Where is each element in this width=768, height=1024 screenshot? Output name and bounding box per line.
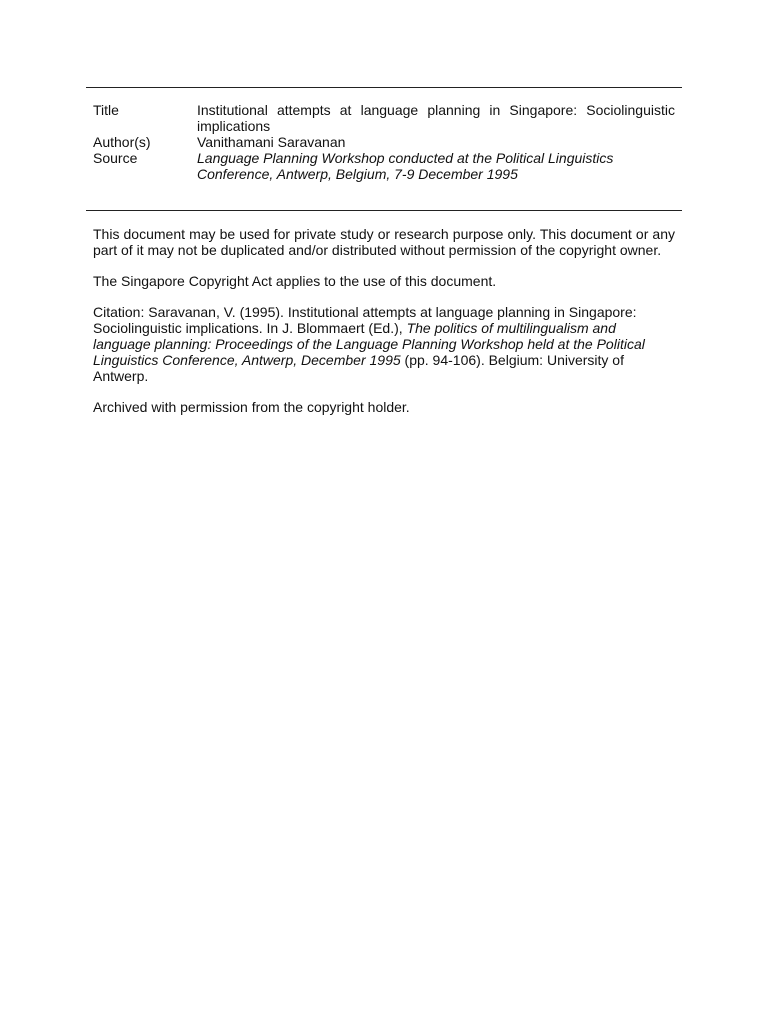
citation-suffix: (pp. 94-106). Belgium: University of Antwerp. (93, 352, 624, 384)
archive-note: Archived with permission from the copyright holder. (93, 399, 410, 415)
citation-italic-title: The politics of multilingualism and language planning: Proceedings of the Language Planning Workshop held at the Political Linguistics Conference, Antwerp, December 1995 (93, 320, 645, 368)
source-value: Language Planning Workshop conducted at the Political Linguistics Conference, Antwerp, Belgium, 7-9 December 1995 (197, 150, 614, 182)
citation (93, 304, 675, 384)
top-divider (86, 87, 682, 88)
authors-value: Vanithamani Saravanan (197, 134, 346, 150)
title-row (93, 102, 675, 134)
metadata-block (93, 102, 675, 182)
bottom-divider (86, 210, 682, 211)
authors-row (93, 134, 675, 150)
source-label: Source (93, 150, 138, 166)
citation-prefix: Citation: Saravanan, V. (1995). Institutional attempts at language planning in Singapore: Sociolinguistic implications. In J. Blommaert (Ed.), (93, 304, 637, 336)
source-row (93, 150, 675, 182)
title-label: Title (93, 102, 119, 118)
authors-label: Author(s) (93, 134, 151, 150)
usage-notice: This document may be used for private study or research purpose only. This document or any part of it may not be duplicated and/or distributed without permission of the copyright owner. (93, 226, 675, 258)
document-body (93, 226, 675, 430)
title-value: Institutional attempts at language planning in Singapore: Sociolinguistic implications (197, 102, 675, 134)
copyright-act-note: The Singapore Copyright Act applies to the use of this document. (93, 273, 497, 289)
